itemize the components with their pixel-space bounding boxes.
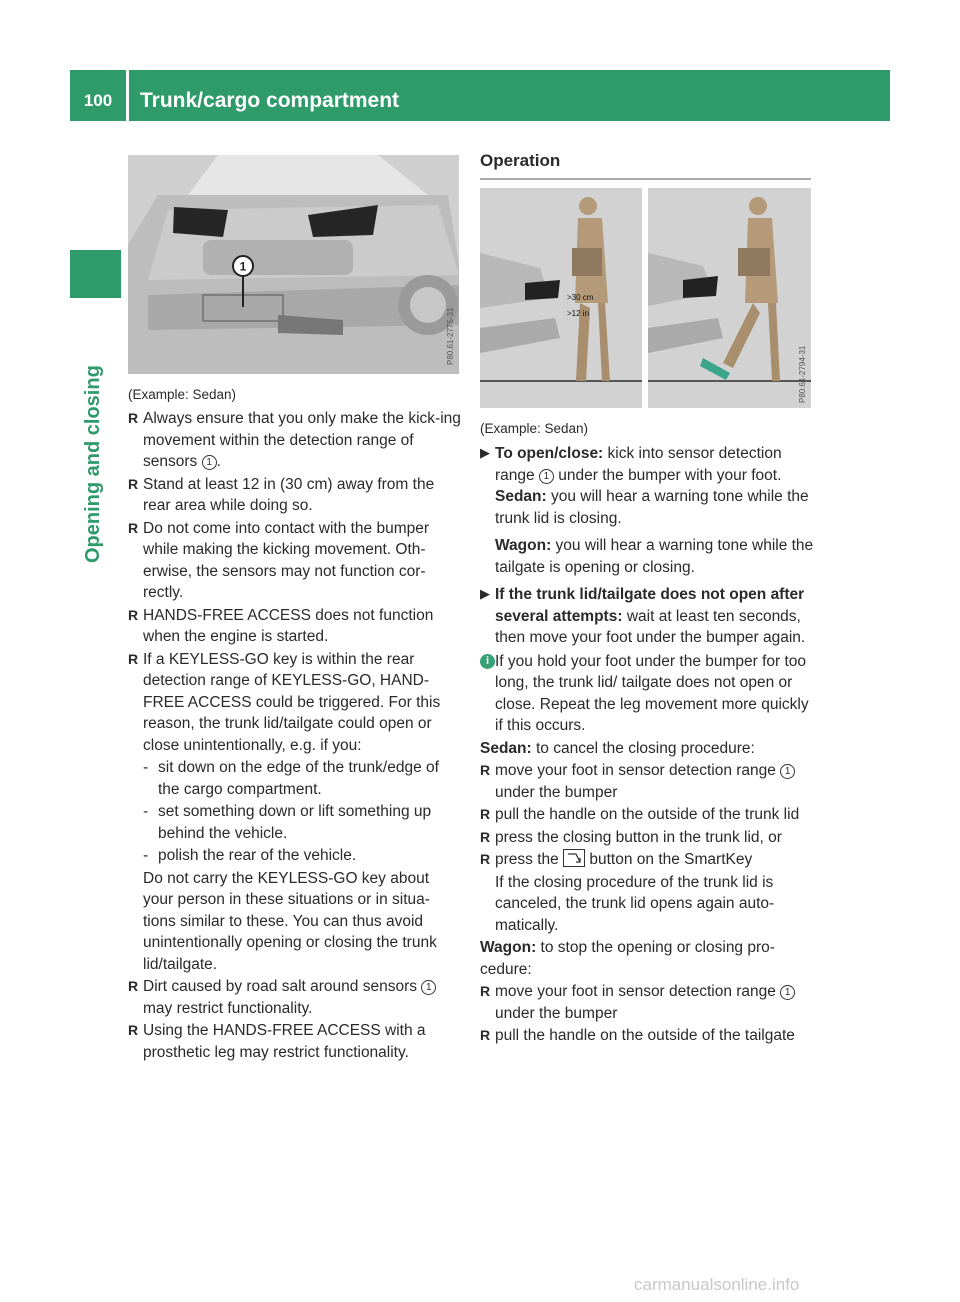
car-rear-drawing (128, 155, 459, 374)
right-image-caption: (Example: Sedan) (480, 421, 589, 436)
operation-illustration-standing (480, 188, 642, 408)
list-item: R HANDS-FREE ACCESS does not function when the engine is started. (128, 606, 434, 645)
paragraph: Wagon: you will hear a warning tone while the tailgate is opening or closing. (495, 537, 814, 576)
side-tab-label: Opening and closing (82, 365, 104, 563)
list-item: R Using the HANDS-FREE ACCESS with a prosthetic leg may restrict functionality. (128, 1022, 426, 1061)
image-callout-1: 1 (239, 259, 247, 274)
paragraph: Sedan: to cancel the closing procedure: (480, 739, 755, 757)
distance-label-in: >12 in (567, 309, 590, 318)
heading-rule (480, 178, 811, 180)
page-title: Trunk/cargo compartment (140, 89, 400, 112)
image-code: P80.61-2794-31 (798, 345, 807, 403)
info-note: i If you hold your foot under the bumper for too long, the trunk lid/ tailgate does not open or close. Repeat the leg movement more quickly if this occurs. (480, 651, 815, 737)
list-item: R move your foot in sensor detection range 1 under the bumper (480, 760, 815, 803)
list-item: R press the closing button in the trunk lid, or (480, 828, 782, 846)
list-item: R move your foot in sensor detection range 1 under the bumper (480, 981, 815, 1024)
list-item: R If a KEYLESS-GO key is within the rear detection range of KEYLESS-GO, HAND-FREE ACCESS could be triggered. For this reason, the trunk lid/tailgate could open or close unintentionally, e.g. if you: (128, 650, 441, 754)
side-tab-marker (70, 250, 121, 298)
trunk-key-icon (563, 849, 585, 867)
info-icon: i (480, 654, 495, 669)
sub-list-item: - sit down on the edge of the trunk/edge of the cargo compartment. (143, 759, 439, 798)
sub-list-item: - set something down or lift something up behind the vehicle. (143, 803, 432, 842)
sub-list-item: - polish the rear of the vehicle. (143, 847, 357, 864)
right-column (480, 443, 815, 1048)
watermark: carmanualsonline.info (634, 1275, 800, 1294)
kicking-drawing (648, 188, 811, 408)
list-item: R pull the handle on the outside of the tailgate (480, 1027, 795, 1044)
list-item: R Always ensure that you only make the kick-ing movement within the detection range of sensors 1 . (128, 410, 461, 470)
list-item: R Dirt caused by road salt around sensors 1 may restrict functionality. (128, 976, 462, 1019)
left-image-caption: (Example: Sedan) (128, 387, 237, 402)
page-number: 100 (83, 91, 113, 110)
distance-label-cm: >30 cm (567, 293, 594, 302)
paragraph: Do not carry the KEYLESS-GO key about your person in these situations or in situa-tions similar to these. You can thus avoid unintentionally opening or closing the trunk lid/tailgate. (143, 869, 437, 973)
list-item: R Do not come into contact with the bumper while making the kicking movement. Oth-erwise, the sensors may not function cor-rectly. (128, 519, 430, 601)
section-heading: Operation (480, 151, 561, 170)
paragraph: If the closing procedure of the trunk lid is canceled, the trunk lid opens again auto-matically. (495, 873, 775, 934)
list-item: R Stand at least 12 in (30 cm) away from the rear area while doing so. (128, 475, 435, 514)
operation-illustration-kicking (648, 188, 811, 408)
list-item: R pull the handle on the outside of the trunk lid (480, 806, 800, 823)
left-column (128, 408, 462, 1064)
list-item: R press the button on the SmartKey (480, 851, 753, 868)
paragraph: Wagon: to stop the opening or closing pro-cedure: (480, 939, 775, 978)
standing-drawing (480, 188, 642, 408)
header-divider (126, 70, 129, 121)
image-code: P80.61-2775-31 (446, 307, 455, 365)
instruction-step: ▶ To open/close: kick into sensor detection range 1 under the bumper with your foot. Sedan: you will hear a warning tone while the trunk lid is closing. (480, 445, 809, 527)
car-rear-illustration (128, 155, 459, 374)
instruction-step: ▶ If the trunk lid/tailgate does not open after several attempts: wait at least ten seconds, then move your foot under the bumper again. (480, 586, 806, 646)
